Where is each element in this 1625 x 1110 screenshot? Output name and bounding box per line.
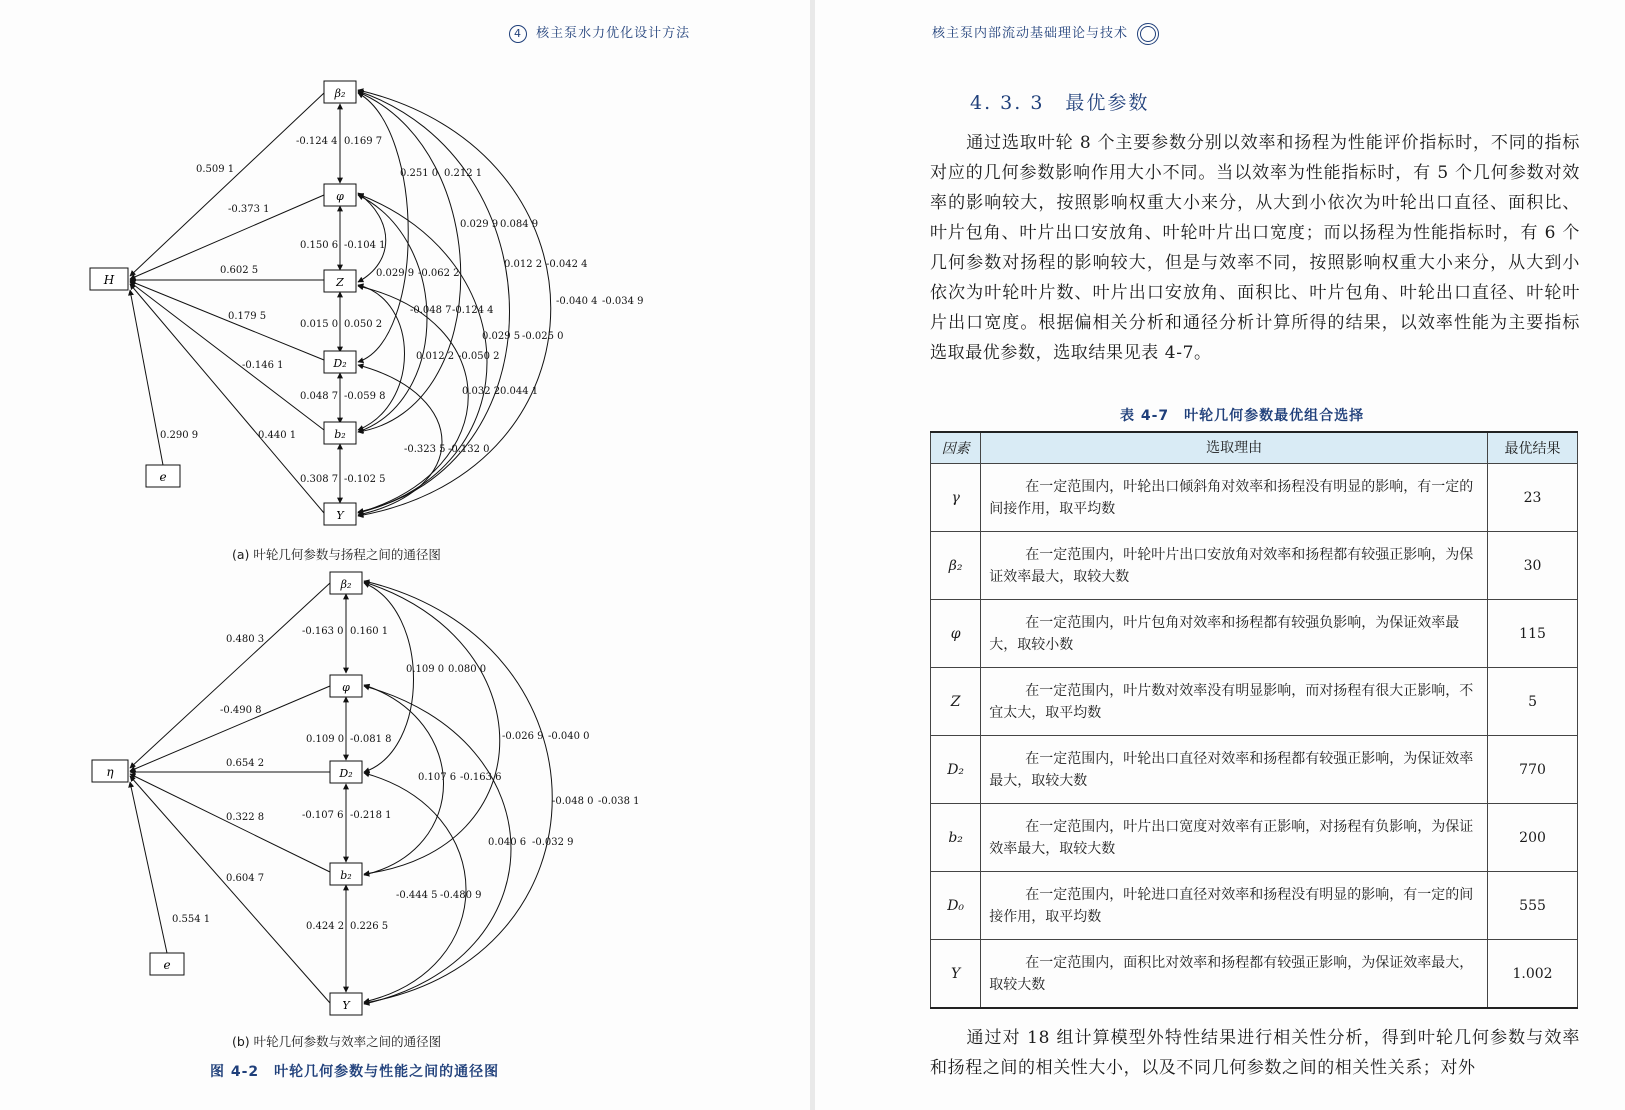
ring-ornament-icon [1137,23,1159,45]
coef-label: -0.025 0 [522,331,564,342]
table-row [931,872,1578,940]
coef-label: -0.107 6 [302,810,344,821]
coef-label: 0.509 1 [196,164,235,175]
cell-reason [981,532,1488,600]
table-row [931,736,1578,804]
node-a-H: H [103,273,115,287]
node-a-e: e [159,470,167,484]
coef-label: -0.104 1 [344,240,386,251]
coef-label: 0.440 1 [258,430,297,441]
coef-label: 0.251 0 [400,168,439,179]
node-b-eta: η [106,765,114,779]
cell-reason [981,872,1488,940]
coef-label: -0.124 4 [296,136,338,147]
table-row [931,668,1578,736]
coef-label: -0.102 5 [344,474,386,485]
table-row [931,532,1578,600]
coef-label: 0.029 9 [460,219,499,230]
coef-label: -0.444 5 [396,890,438,901]
coef-label: -0.062 2 [418,268,460,279]
node-b-D2: D₂ [339,767,353,780]
header-result: 最优结果 [1488,432,1578,464]
diagram-b-caption: (b) 叶轮几何参数与效率之间的通径图 [232,1034,442,1049]
coef-label: 0.654 2 [226,758,265,769]
cell-reason-text: 在一定范围内，叶轮出口倾斜角对效率和扬程没有明显的影响，有一定的间接作用，取平均数 [989,478,1474,517]
node-b-e: e [163,958,171,972]
coef-label: 0.084 9 [500,219,539,230]
node-b-phi: φ [342,681,350,694]
coef-label: 0.424 2 [306,921,345,932]
paragraph-2 [930,1023,1580,1083]
cell-result: 30 [1488,532,1578,600]
cell-factor: D₂ [931,736,981,804]
cell-reason-text: 在一定范围内，叶轮进口直径对效率和扬程没有明显的影响，有一定的间接作用，取平均数 [989,886,1474,925]
coef-label: -0.040 4 [556,296,598,307]
right-page [815,0,1625,1110]
diagram-b [130,581,552,1004]
cell-factor: γ [931,464,981,532]
coef-label: -0.373 1 [228,204,270,215]
coef-label: 0.480 3 [226,634,265,645]
cell-factor: Z [931,668,981,736]
coef-label: 0.212 1 [444,168,483,179]
cell-result: 200 [1488,804,1578,872]
coef-label: 0.032 2 [462,386,501,397]
coef-label: 0.050 2 [344,319,383,330]
coef-label: 0.044 1 [500,386,539,397]
coef-label: 0.080 0 [448,664,487,675]
coef-label: 0.012 2 [416,351,455,362]
cell-reason-text: 在一定范围内，叶轮出口直径对效率和扬程都有较强正影响，为保证效率最大，取较大数 [989,750,1474,789]
coef-label: -0.480 9 [440,890,482,901]
parameter-table [930,431,1578,1009]
node-a-D2: D₂ [333,357,347,370]
cell-reason-text: 在一定范围内，叶片出口宽度对效率有正影响，对扬程有负影响，为保证效率最大，取较大数 [989,818,1474,857]
section-heading: 4. 3. 3 最优参数 [970,92,1150,114]
coef-label: -0.040 0 [548,731,590,742]
table-row [931,600,1578,668]
diagram-a-nodes [90,81,356,525]
coef-label: -0.059 8 [344,391,386,402]
table-caption: 表 4-7 叶轮几何参数最优组合选择 [1120,408,1365,424]
node-a-beta2: β₂ [334,87,346,100]
coef-label: -0.038 1 [598,796,640,807]
coef-label: -0.050 2 [458,351,500,362]
coef-label: 0.109 0 [406,664,445,675]
cell-reason [981,940,1488,1009]
page-number-badge: 4 [509,25,527,43]
coef-label: 0.179 5 [228,311,267,322]
cell-reason-text: 在一定范围内，叶片包角对效率和扬程都有较强负影响，为保证效率最大，取较小数 [989,614,1460,653]
cell-result: 770 [1488,736,1578,804]
cell-result: 23 [1488,464,1578,532]
cell-factor: Y [931,940,981,1009]
diagram-a-labels [160,136,644,485]
coef-label: -0.048 7 [410,305,452,316]
coef-label: -0.132 0 [448,444,490,455]
header-reason: 选取理由 [981,432,1488,464]
cell-result: 555 [1488,872,1578,940]
node-a-b2: b₂ [334,428,346,441]
coef-label: 0.029 9 [376,268,415,279]
diagram-a-caption: (a) 叶轮几何参数与扬程之间的通径图 [232,547,441,562]
coef-label: 0.015 0 [300,319,339,330]
coef-label: -0.124 4 [452,305,494,316]
node-a-phi: φ [336,190,344,203]
paragraph-1-text: 通过选取叶轮 8 个主要参数分别以效率和扬程为性能评价指标时，不同的指标对应的几何参数影响作用大小不同。当以效率为性能指标时，有 5 个几何参数对效率的影响较大，按照影响权重大小来分，从大到小依次为叶轮出口直径、面积比、叶片包角、叶片出口安放角、叶轮叶片出口宽度；而以扬程为性能指标时，有 6 个几何参数对扬程的影响较大，但是与效率不同，按照影响权重大小来分，从大到小依次为叶轮叶片数、叶片出口安放角、面积比、叶片包角、叶轮出口直径、叶轮叶片出口宽度。根据偏相关分析和通径分析计算所得的结果，以效率性能为主要指标选取最优参数，选取结果见表 4-7。 [930,133,1580,363]
table-row [931,940,1578,1009]
coef-label: -0.032 9 [532,837,574,848]
cell-reason [981,804,1488,872]
paragraph-2-text: 通过对 18 组计算模型外特性结果进行相关性分析，得到叶轮几何参数与效率和扬程之间的相关性大小，以及不同几何参数之间的相关性关系；对外 [930,1028,1580,1078]
table-header-row [931,432,1578,464]
coef-label: 0.322 8 [226,812,265,823]
coef-label: -0.081 8 [350,734,392,745]
coef-label: -0.163 6 [460,772,502,783]
coef-label: 0.169 7 [344,136,383,147]
coef-label: 0.604 7 [226,873,265,884]
cell-reason [981,600,1488,668]
diagram-b-labels [172,626,640,932]
cell-factor: φ [931,600,981,668]
coef-label: -0.048 0 [552,796,594,807]
cell-factor: β₂ [931,532,981,600]
node-b-b2: b₂ [340,869,352,882]
coef-label: 0.029 5 [482,331,521,342]
coef-label: -0.490 8 [220,705,262,716]
coef-label: 0.290 9 [160,430,199,441]
table-row [931,464,1578,532]
coef-label: -0.218 1 [350,810,392,821]
cell-reason-text: 在一定范围内，面积比对效率和扬程都有较强正影响，为保证效率最大，取较大数 [989,954,1474,993]
coef-label: -0.146 1 [242,360,284,371]
coef-label: 0.554 1 [172,914,211,925]
left-running-head-title: 核主泵水力优化设计方法 [536,26,691,41]
cell-factor: D₀ [931,872,981,940]
coef-label: 0.040 6 [488,837,527,848]
coef-label: -0.323 5 [404,444,446,455]
coef-label: -0.042 4 [546,259,588,270]
cell-reason-text: 在一定范围内，叶片数对效率没有明显影响，而对扬程有很大正影响，不宜太大，取平均数 [989,682,1474,721]
node-b-beta2: β₂ [340,578,352,591]
cell-result: 115 [1488,600,1578,668]
coef-label: 0.150 6 [300,240,339,251]
paragraph-1 [930,128,1580,368]
right-running-head [932,22,1159,45]
coef-label: 0.308 7 [300,474,339,485]
coef-label: 0.107 6 [418,772,457,783]
coef-label: -0.034 9 [602,296,644,307]
right-running-head-title: 核主泵内部流动基础理论与技术 [932,26,1129,41]
coef-label: 0.109 0 [306,734,345,745]
node-a-Z: Z [336,276,344,289]
left-page [0,0,810,1110]
cell-reason [981,668,1488,736]
coef-label: 0.048 7 [300,391,339,402]
header-factor: 因素 [931,432,981,464]
coef-label: -0.026 9 [502,731,544,742]
coef-label: 0.226 5 [350,921,389,932]
cell-reason [981,464,1488,532]
coef-label: 0.012 2 [504,259,543,270]
cell-factor: b₂ [931,804,981,872]
cell-reason-text: 在一定范围内，叶轮叶片出口安放角对效率和扬程都有较强正影响，为保证效率最大，取较大数 [989,546,1474,585]
cell-result: 5 [1488,668,1578,736]
node-a-Y: Y [336,509,344,522]
coef-label: -0.163 0 [302,626,344,637]
figure-caption: 图 4-2 叶轮几何参数与性能之间的通径图 [210,1064,500,1080]
node-b-Y: Y [342,999,350,1012]
cell-result: 1.002 [1488,940,1578,1009]
table-row [931,804,1578,872]
cell-reason [981,736,1488,804]
coef-label: 0.602 5 [220,265,259,276]
coef-label: 0.160 1 [350,626,389,637]
